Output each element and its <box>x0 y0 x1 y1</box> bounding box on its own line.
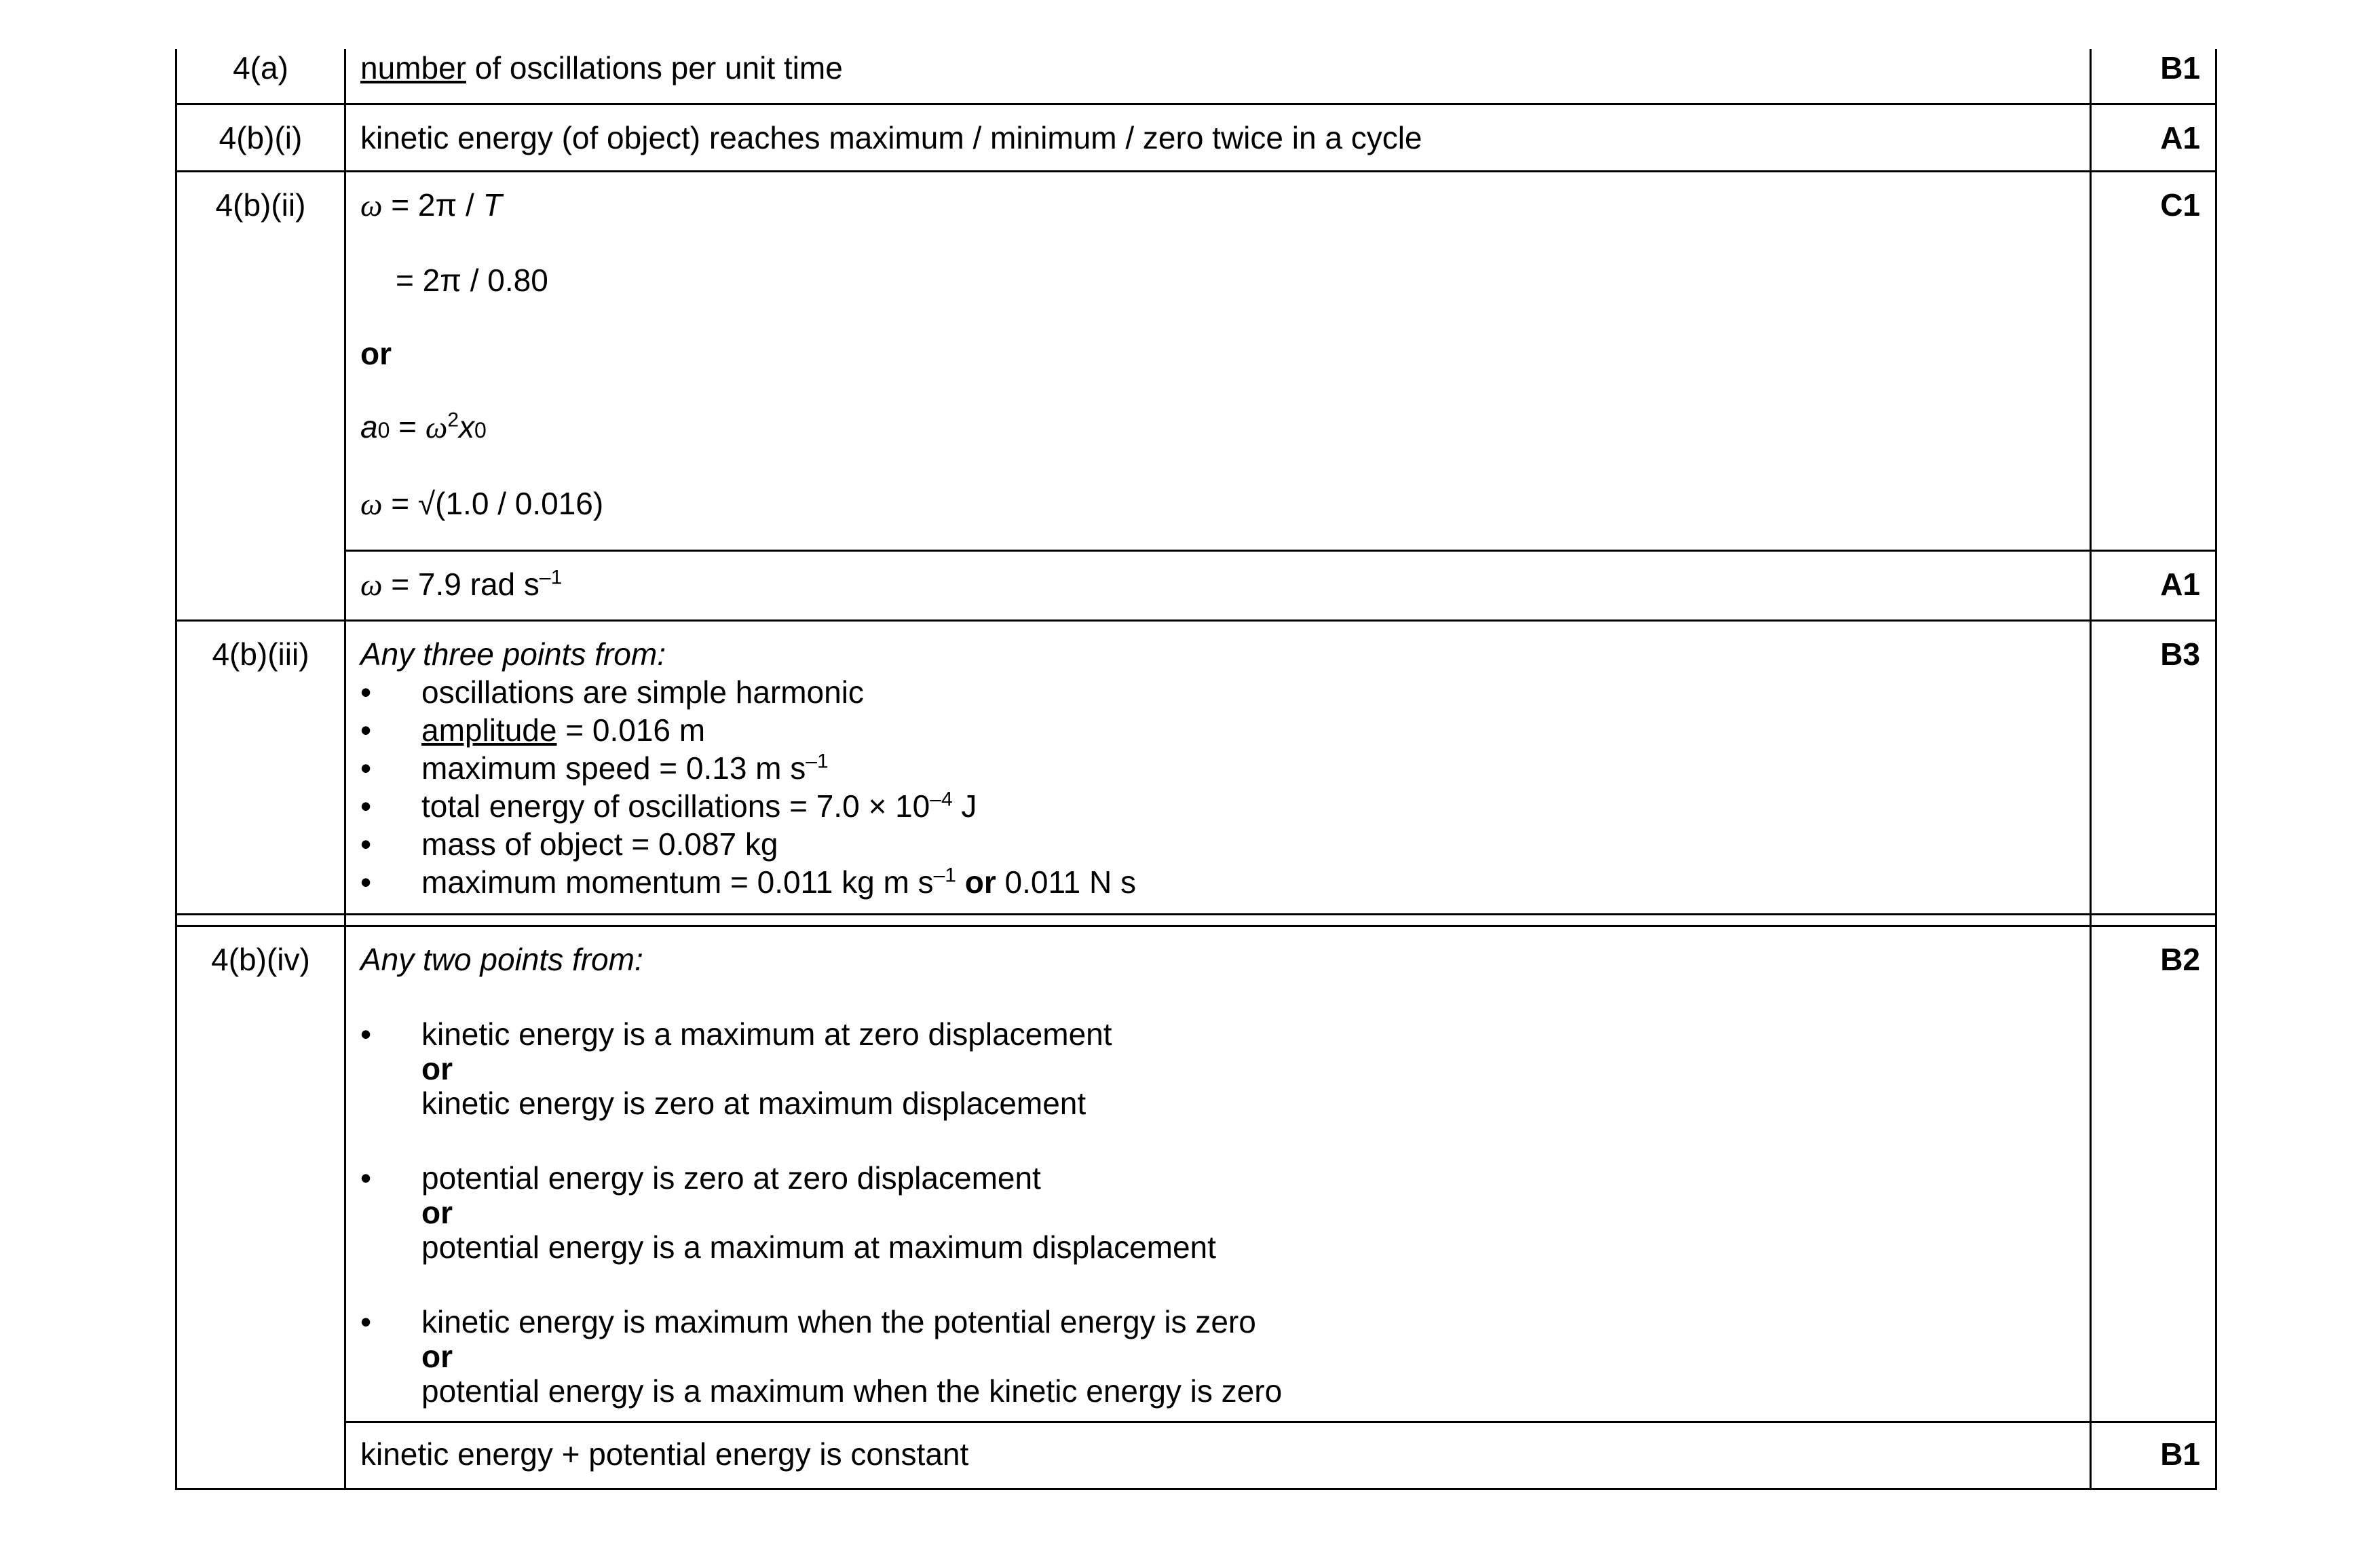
equation-line: = 2π / 0.80 <box>396 263 548 298</box>
mark-scheme-table <box>175 49 2217 1490</box>
question-number: 4(b)(iv) <box>176 926 345 1489</box>
list-item: • kinetic energy is a maximum at zero displacement or kinetic energy is zero at maximum displacement <box>360 1015 2075 1122</box>
equation-line: ω = √(1.0 / 0.016) <box>360 486 604 521</box>
list-item: • mass of object = 0.087 kg <box>360 825 2075 863</box>
answer-text: of oscillations per unit time <box>466 50 843 85</box>
answer-cell <box>345 104 2091 172</box>
list-item: • oscillations are simple harmonic <box>360 673 2075 711</box>
answer-text: kinetic energy + potential energy is constant <box>360 1436 969 1472</box>
list-item: • maximum speed = 0.13 m $s^{-1}$ <box>360 749 2075 787</box>
underlined-keyword: number <box>360 50 466 85</box>
intro-text: Any two points from: <box>360 942 643 977</box>
mark: B2 <box>2091 926 2216 1422</box>
equation-line: ω = 2π / T <box>360 187 502 223</box>
mark: A1 <box>2091 104 2216 172</box>
question-number: 4(b)(ii) <box>176 172 345 621</box>
list-item: • total energy of oscillations = $7.0 \times 10^{-4}$ J <box>360 787 2075 825</box>
list-item: • maximum momentum = 0.011 kg m $s^{-1}$ or 0.011 N s <box>360 863 2075 901</box>
answer-cell <box>345 926 2091 1422</box>
question-number: 4(b)(iii) <box>176 621 345 915</box>
row-4biv-points <box>176 926 2216 1422</box>
row-4biii <box>176 621 2216 915</box>
equation-line: $a0 = \omega^2x0$ <box>360 408 487 444</box>
list-item: • amplitude = 0.016 m <box>360 711 2075 749</box>
row-separator <box>176 915 2216 926</box>
answer-cell <box>345 172 2091 551</box>
answer-cell <box>345 1422 2091 1489</box>
list-item: • kinetic energy is maximum when the potential energy is zero or potential energy is a maximum when the kinetic energy is zero <box>360 1303 2075 1410</box>
question-number: 4(a) <box>176 49 345 104</box>
answer-cell: ω = 7.9 rad $s^{-1}$ <box>345 551 2091 621</box>
mark: A1 <box>2091 551 2216 621</box>
or-label: or <box>360 336 392 371</box>
answer-cell <box>345 49 2091 104</box>
mark: B1 <box>2091 49 2216 104</box>
answer-cell <box>345 621 2091 915</box>
list-item: • potential energy is zero at zero displacement or potential energy is a maximum at maximum displacement <box>360 1159 2075 1266</box>
row-4bii-working <box>176 172 2216 551</box>
mark: C1 <box>2091 172 2216 551</box>
intro-text: Any three points from: <box>360 636 666 672</box>
question-number: 4(b)(i) <box>176 104 345 172</box>
row-4bii-result <box>176 551 2216 621</box>
mark: B1 <box>2091 1422 2216 1489</box>
row-4biv-final <box>176 1422 2216 1489</box>
row-4a <box>176 49 2216 104</box>
bullet-list <box>360 673 2075 901</box>
mark: B3 <box>2091 621 2216 915</box>
bullet-list <box>360 1015 2075 1410</box>
answer-text: kinetic energy (of object) reaches maximum / minimum / zero twice in a cycle <box>360 120 1422 155</box>
row-4bi <box>176 104 2216 172</box>
